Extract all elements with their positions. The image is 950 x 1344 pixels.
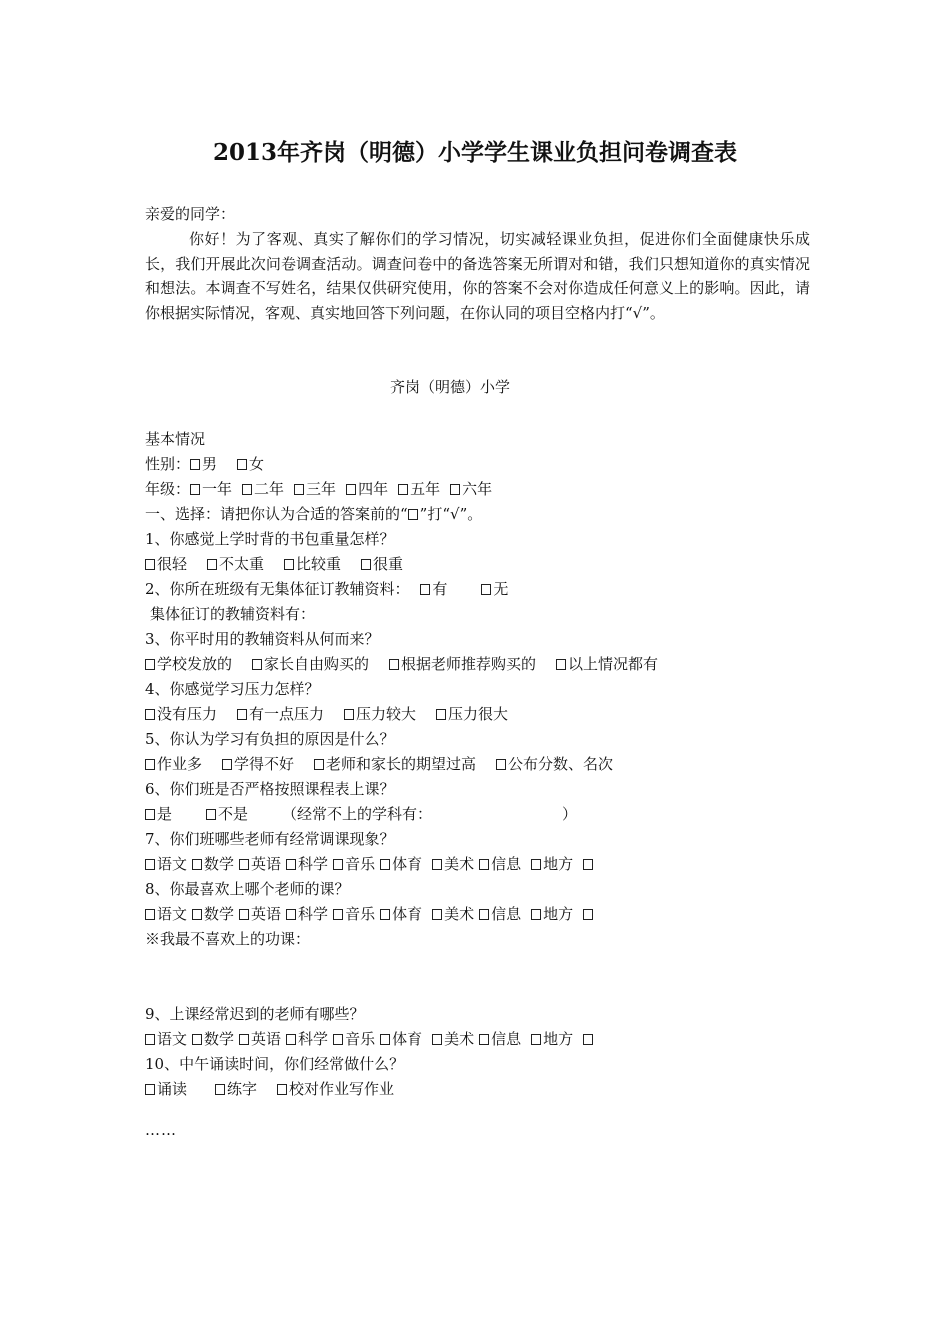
gender-row (145, 452, 810, 477)
checkbox-icon[interactable] (145, 909, 155, 920)
subject-option[interactable]: 美术 (432, 1030, 474, 1048)
checkbox-icon[interactable] (432, 1034, 442, 1045)
grade-option[interactable]: 六年 (450, 480, 492, 498)
checkbox-icon[interactable] (190, 484, 200, 495)
checkbox-icon[interactable] (432, 909, 442, 920)
checkbox-icon[interactable] (556, 659, 566, 670)
q9-subject-options (145, 1027, 810, 1052)
grade-option[interactable]: 三年 (294, 480, 336, 498)
checkbox-icon[interactable] (206, 809, 216, 820)
q3-option[interactable]: 根据老师推荐购买的 (389, 655, 536, 673)
checkbox-icon[interactable] (252, 659, 262, 670)
q4-option[interactable]: 有一点压力 (237, 705, 324, 723)
checkbox-icon[interactable] (239, 1034, 249, 1045)
grade-row (145, 477, 810, 502)
intro-paragraph: 你好！为了客观、真实了解你们的学习情况，切实减轻课业负担，促进你们全面健康快乐成长，我们开展此次问卷调查活动。调查问卷中的备选答案无所谓对和错，我们只想知道你的真实情况和想法。本调查不写姓名，结果仅供研究使用，你的答案不会对你造成任何意义上的影响。因此，请你根据实际情况，客观、真实地回答下列问题，在你认同的项目空格内打“√”。 (145, 230, 810, 322)
checkbox-icon[interactable] (479, 909, 489, 920)
gender-label: 性别： (145, 455, 191, 473)
subject-option[interactable]: 体育 (380, 1030, 422, 1048)
checkbox-icon[interactable] (333, 909, 343, 920)
checkbox-icon[interactable] (531, 859, 541, 870)
q2-option-no[interactable]: 无 (481, 580, 508, 598)
q5-options (145, 752, 810, 777)
q1-text: 1、你感觉上学时背的书包重量怎样？ (145, 530, 395, 548)
checkbox-icon[interactable] (192, 1034, 202, 1045)
q3-text: 3、你平时用的教辅资料从何而来？ (145, 630, 380, 648)
q2-option-yes[interactable]: 有 (420, 580, 447, 598)
checkbox-icon[interactable] (479, 859, 489, 870)
checkbox-icon[interactable] (145, 709, 155, 720)
checkbox-icon[interactable] (450, 484, 460, 495)
checkbox-icon[interactable] (420, 584, 430, 595)
school-name: 齐岗（明德）小学 (389, 378, 510, 396)
checkbox-icon[interactable] (145, 559, 155, 570)
subject-option[interactable]: 语文 (145, 855, 187, 873)
checkbox-icon[interactable] (239, 909, 249, 920)
checkbox-icon[interactable] (190, 459, 200, 470)
continuation-ellipsis: …… (145, 1121, 177, 1139)
checkbox-icon[interactable] (222, 759, 232, 770)
gender-option-male[interactable]: 男 (190, 455, 217, 473)
checkbox-icon[interactable] (380, 1034, 390, 1045)
subject-option[interactable]: 语文 (145, 1030, 187, 1048)
q10-options (145, 1077, 810, 1102)
q8-note: ※我最不喜欢上的功课： (145, 930, 311, 948)
subject-option[interactable]: 地方 (531, 1030, 573, 1048)
checkbox-icon[interactable] (284, 559, 294, 570)
checkbox-icon[interactable] (496, 759, 506, 770)
subject-option[interactable]: 地方 (531, 855, 573, 873)
subject-option[interactable]: 美术 (432, 855, 474, 873)
q6-note-close: ） (562, 805, 578, 823)
q3-option[interactable]: 学校发放的 (145, 655, 232, 673)
checkbox-icon[interactable] (145, 759, 155, 770)
q6-options (145, 802, 810, 827)
q5-option[interactable]: 学得不好 (222, 755, 294, 773)
subject-option[interactable]: 科学 (286, 1030, 328, 1048)
checkbox-icon[interactable] (242, 484, 252, 495)
q1-option[interactable]: 不太重 (207, 555, 264, 573)
q6-note-open: （经常不上的学科有： (282, 805, 433, 823)
q3-options (145, 652, 810, 677)
checkbox-icon[interactable] (479, 1034, 489, 1045)
checkbox-icon[interactable] (145, 1084, 155, 1095)
q10-option[interactable]: 练字 (215, 1080, 257, 1098)
checkbox-icon[interactable] (192, 859, 202, 870)
checkbox-icon[interactable] (481, 584, 491, 595)
subject-option[interactable]: 音乐 (333, 1030, 375, 1048)
q1-option[interactable]: 很重 (361, 555, 403, 573)
checkbox-icon[interactable] (583, 859, 593, 870)
subject-option[interactable]: 数学 (192, 905, 234, 923)
grade-option[interactable]: 一年 (190, 480, 232, 498)
q6-option-no[interactable]: 不是 (206, 805, 248, 823)
subject-option-other[interactable] (583, 855, 595, 873)
basic-heading: 基本情况 (145, 430, 206, 448)
subject-option[interactable]: 地方 (531, 905, 573, 923)
q9-text: 9、上课经常迟到的老师有哪些？ (145, 1005, 365, 1023)
q10-option[interactable]: 校对作业写作业 (277, 1080, 394, 1098)
q4-option[interactable]: 没有压力 (145, 705, 217, 723)
checkbox-icon[interactable] (145, 809, 155, 820)
q5-text: 5、你认为学习有负担的原因是什么？ (145, 730, 395, 748)
q6-option-yes[interactable]: 是 (145, 805, 172, 823)
checkbox-icon[interactable] (277, 1084, 287, 1095)
checkbox-icon[interactable] (286, 909, 296, 920)
checkbox-icon[interactable] (239, 859, 249, 870)
checkbox-icon[interactable] (583, 909, 593, 920)
q10-option[interactable]: 诵读 (145, 1080, 187, 1098)
subject-option[interactable]: 科学 (286, 905, 328, 923)
checkbox-icon[interactable] (389, 659, 399, 670)
page-title: 2013年齐岗（明德）小学学生课业负担问卷调查表 (212, 139, 737, 166)
checkbox-icon[interactable] (207, 559, 217, 570)
subject-option-other[interactable] (583, 905, 595, 923)
checkbox-icon[interactable] (237, 459, 247, 470)
q4-options (145, 702, 810, 727)
checkbox-icon[interactable] (583, 1034, 593, 1045)
q3-option[interactable]: 家长自由购买的 (252, 655, 369, 673)
checkbox-icon[interactable] (237, 709, 247, 720)
subject-option[interactable]: 信息 (479, 855, 521, 873)
q2-sub: 集体征订的教辅资料有： (150, 605, 316, 623)
subject-option[interactable]: 美术 (432, 905, 474, 923)
checkbox-icon[interactable] (286, 1034, 296, 1045)
checkbox-icon[interactable] (436, 709, 446, 720)
checkbox-icon[interactable] (380, 859, 390, 870)
q10-text: 10、中午诵读时间，你们经常做什么？ (145, 1055, 405, 1073)
subject-option[interactable]: 英语 (239, 855, 281, 873)
subject-option-other[interactable] (583, 1030, 595, 1048)
subject-option[interactable]: 音乐 (333, 905, 375, 923)
checkbox-icon[interactable] (531, 1034, 541, 1045)
q1-options (145, 552, 810, 577)
q2-row (145, 577, 810, 602)
q1-option[interactable]: 很轻 (145, 555, 187, 573)
subject-option[interactable]: 体育 (380, 855, 422, 873)
checkbox-icon[interactable] (344, 709, 354, 720)
checkbox-icon[interactable] (215, 1084, 225, 1095)
q5-option[interactable]: 作业多 (145, 755, 202, 773)
checkbox-icon[interactable] (145, 1034, 155, 1045)
checkbox-icon (408, 509, 418, 520)
subject-option[interactable]: 信息 (479, 905, 521, 923)
q1-option[interactable]: 比较重 (284, 555, 341, 573)
checkbox-icon[interactable] (145, 659, 155, 670)
checkbox-icon[interactable] (192, 909, 202, 920)
greeting: 亲爱的同学： (145, 205, 236, 223)
q4-option[interactable]: 压力较大 (344, 705, 416, 723)
question-list (145, 427, 810, 1102)
checkbox-icon[interactable] (286, 859, 296, 870)
checkbox-icon[interactable] (314, 759, 324, 770)
checkbox-icon[interactable] (432, 859, 442, 870)
section-instruction: 一、选择：请把你认为合适的答案前的“ ”打“√”。 (145, 505, 483, 523)
checkbox-icon[interactable] (380, 909, 390, 920)
checkbox-icon[interactable] (333, 1034, 343, 1045)
checkbox-icon[interactable] (531, 909, 541, 920)
q3-option[interactable]: 以上情况都有 (556, 655, 658, 673)
subject-option[interactable]: 语文 (145, 905, 187, 923)
q7-subject-options (145, 852, 810, 877)
subject-option[interactable]: 数学 (192, 1030, 234, 1048)
grade-option[interactable]: 四年 (346, 480, 388, 498)
checkbox-icon[interactable] (361, 559, 371, 570)
checkbox-icon[interactable] (346, 484, 356, 495)
grade-option[interactable]: 二年 (242, 480, 284, 498)
grade-option[interactable]: 五年 (398, 480, 440, 498)
q4-text: 4、你感觉学习压力怎样？ (145, 680, 320, 698)
checkbox-icon[interactable] (333, 859, 343, 870)
subject-option[interactable]: 英语 (239, 905, 281, 923)
q4-option[interactable]: 压力很大 (436, 705, 508, 723)
q8-subject-options (145, 902, 810, 927)
q5-option[interactable]: 老师和家长的期望过高 (314, 755, 476, 773)
checkbox-icon[interactable] (398, 484, 408, 495)
checkbox-icon[interactable] (294, 484, 304, 495)
answer-space[interactable] (145, 952, 810, 1002)
subject-option[interactable]: 信息 (479, 1030, 521, 1048)
subject-option[interactable]: 音乐 (333, 855, 375, 873)
gender-option-female[interactable]: 女 (237, 455, 264, 473)
q5-option[interactable]: 公布分数、名次 (496, 755, 613, 773)
q2-text: 2、你所在班级有无集体征订教辅资料： (145, 580, 410, 598)
subject-option[interactable]: 英语 (239, 1030, 281, 1048)
q7-text: 7、你们班哪些老师有经常调课现象？ (145, 830, 395, 848)
q8-text: 8、你最喜欢上哪个老师的课？ (145, 880, 350, 898)
checkbox-icon[interactable] (145, 859, 155, 870)
grade-label: 年级： (145, 480, 191, 498)
subject-option[interactable]: 体育 (380, 905, 422, 923)
subject-option[interactable]: 科学 (286, 855, 328, 873)
subject-option[interactable]: 数学 (192, 855, 234, 873)
q6-text: 6、你们班是否严格按照课程表上课？ (145, 780, 395, 798)
